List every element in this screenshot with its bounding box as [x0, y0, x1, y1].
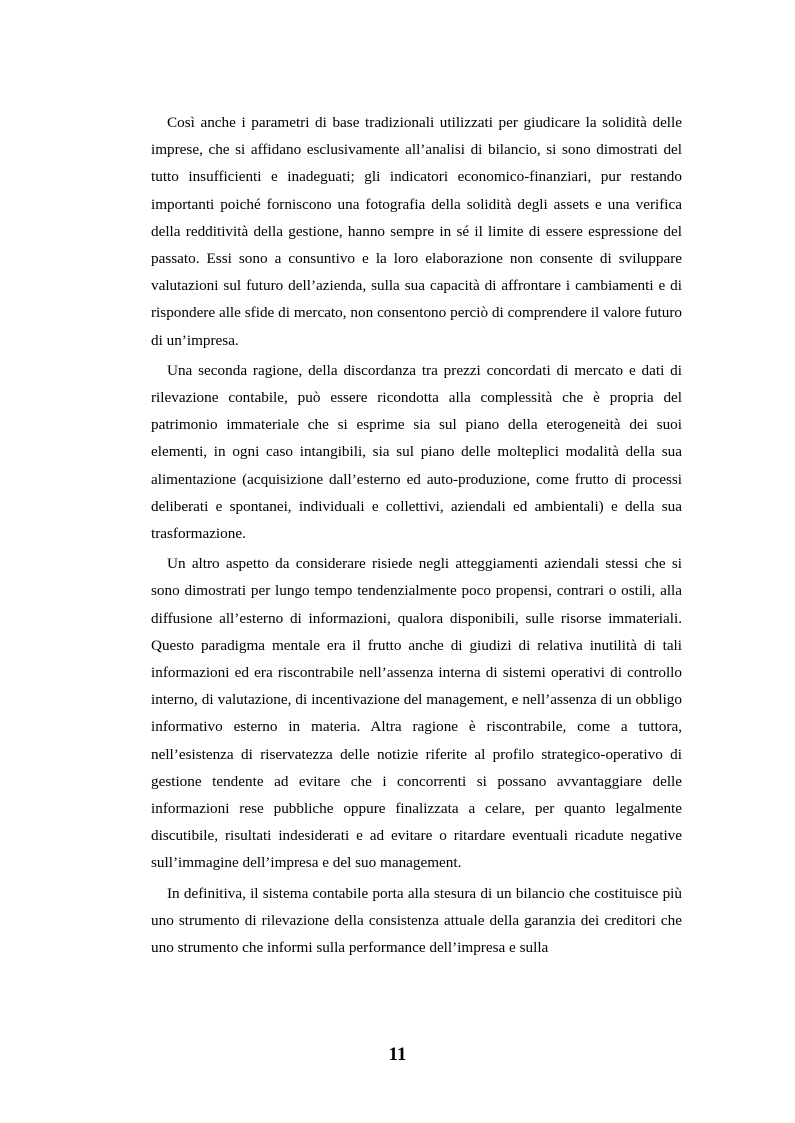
body-text [151, 109, 682, 964]
paragraph-4: In definitiva, il sistema contabile porta alla stesura di un bilancio che costituisce più uno strumento di rilevazione della consistenza attuale della garanzia dei creditori che uno strumento che informi sulla performance dell’impresa e sulla [151, 884, 682, 957]
paragraph-2: Una seconda ragione, della discordanza tra prezzi concordati di mercato e dati di rilevazione contabile, può essere ricondotta alla complessità che è propria del patrimonio immateriale che si esprime sia sul piano della eterogeneità dei suoi elementi, in ogni caso intangibili, sia sul piano delle molteplici modalità della sua alimentazione (acquisizione dall’esterno ed auto-produzione, come frutto di processi deliberati e spontanei, individuali e collettivi, aziendali ed ambientali) e della sua trasformazione. [151, 361, 682, 543]
paragraph-3: Un altro aspetto da considerare risiede negli atteggiamenti aziendali stessi che si sono dimostrati per lungo tempo tendenzialmente poco propensi, contrari o ostili, alla diffusione all’esterno di informazioni, qualora disponibili, sulle risorse immateriali. Questo paradigma mentale era il frutto anche di giudizi di relativa inutilità di tali informazioni ed era riscontrabile nell’assenza interna di sistemi operativi di controllo interno, di valutazione, di incentivazione del management, e nell’assenza di un obbligo informativo esterno in materia. Altra ragione è riscontrabile, come a tuttora, nell’esistenza di riservatezza delle notizie riferite al profilo strategico-operativo di gestione tendente ad evitare che i concorrenti si possano avvantaggiare delle informazioni rese pubbliche oppure finalizzata a celare, per quanto legalmente discutibile, risultati indesiderati e ad evitare o ritardare eventuali ricadute negative sull’immagine dell’impresa e del suo management. [151, 555, 682, 872]
paragraph-1: Così anche i parametri di base tradizionali utilizzati per giudicare la solidità delle imprese, che si affidano esclusivamente all’analisi di bilancio, si sono dimostrati del tutto insufficienti e inadeguati; gli indicatori economico-finanziari, pur restando importanti poiché forniscono una fotografia della solidità degli assets e una verifica della redditività della gestione, hanno sempre in sé il limite di essere espressione del passato. Essi sono a consuntivo e la loro elaborazione non consente di sviluppare valutazioni sul futuro dell’azienda, sulla sua capacità di affrontare i cambiamenti e di rispondere alle sfide di mercato, non consentono perciò di comprendere il valore futuro di un’impresa. [151, 114, 682, 349]
page-number: 11 [388, 1044, 407, 1065]
